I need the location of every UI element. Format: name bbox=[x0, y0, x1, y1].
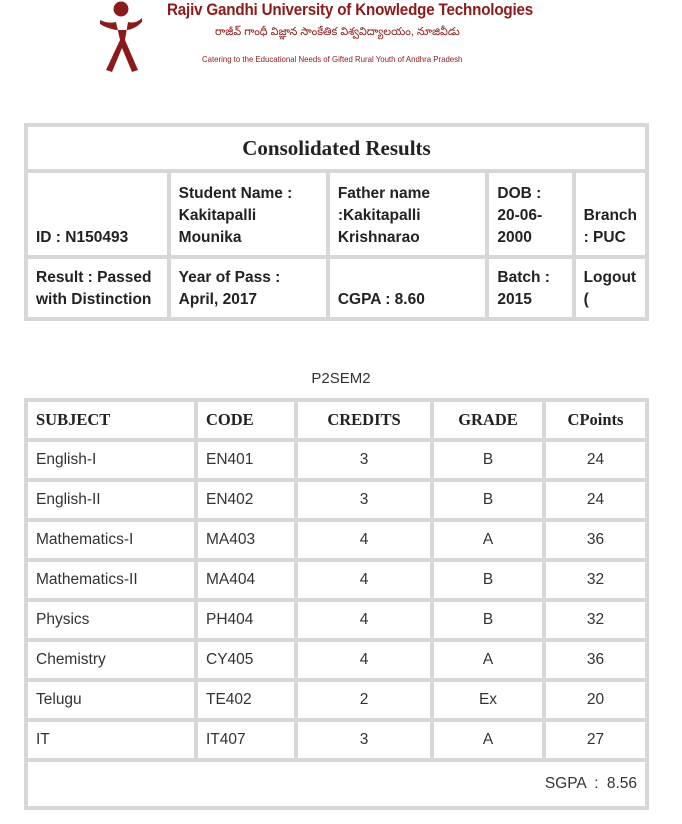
cgpa: CGPA : 8.60 bbox=[328, 257, 488, 319]
result-status: Result : Passed with Distinction bbox=[26, 257, 169, 319]
cpoints-cell: 36 bbox=[544, 520, 647, 560]
code-cell: EN401 bbox=[196, 440, 296, 480]
column-header-code: CODE bbox=[196, 400, 296, 440]
date-of-birth: DOB : 20-06-2000 bbox=[487, 171, 573, 257]
table-row bbox=[26, 600, 647, 640]
table-row bbox=[26, 720, 647, 760]
credits-cell: 4 bbox=[296, 640, 432, 680]
grade-cell: A bbox=[432, 640, 544, 680]
grade-cell: Ex bbox=[432, 680, 544, 720]
logout-link[interactable]: Logout ( bbox=[574, 257, 647, 319]
semester-label: P2SEM2 bbox=[311, 370, 371, 387]
subject-cell: Mathematics-II bbox=[26, 560, 196, 600]
sgpa-label: SGPA bbox=[544, 775, 586, 792]
subject-cell: IT bbox=[26, 720, 196, 760]
grade-cell: B bbox=[432, 560, 544, 600]
table-row bbox=[26, 480, 647, 520]
code-cell: MA403 bbox=[196, 520, 296, 560]
table-row bbox=[26, 680, 647, 720]
column-header-subject: SUBJECT bbox=[26, 400, 196, 440]
sgpa-value: 8.56 bbox=[606, 775, 637, 792]
table-header-row bbox=[26, 400, 647, 440]
subject-cell: English-I bbox=[26, 440, 196, 480]
university-logo-icon bbox=[98, 0, 144, 74]
table-row bbox=[26, 520, 647, 560]
cpoints-cell: 32 bbox=[544, 560, 647, 600]
cpoints-cell: 36 bbox=[544, 640, 647, 680]
code-cell: IT407 bbox=[196, 720, 296, 760]
cpoints-cell: 27 bbox=[544, 720, 647, 760]
branch: Branch : PUC bbox=[574, 171, 647, 257]
credits-cell: 2 bbox=[296, 680, 432, 720]
page-header bbox=[0, 0, 682, 80]
code-cell: MA404 bbox=[196, 560, 296, 600]
credits-cell: 4 bbox=[296, 520, 432, 560]
student-id: ID : N150493 bbox=[26, 171, 169, 257]
code-cell: CY405 bbox=[196, 640, 296, 680]
cpoints-cell: 20 bbox=[544, 680, 647, 720]
cpoints-cell: 24 bbox=[544, 440, 647, 480]
credits-cell: 4 bbox=[296, 560, 432, 600]
grade-cell: A bbox=[432, 720, 544, 760]
batch: Batch : 2015 bbox=[487, 257, 573, 319]
table-row bbox=[26, 440, 647, 480]
university-tagline: Catering to the Educational Needs of Gifted Rural Youth of Andhra Pradesh bbox=[202, 54, 463, 64]
cpoints-cell: 32 bbox=[544, 600, 647, 640]
credits-cell: 3 bbox=[296, 440, 432, 480]
subject-cell: Physics bbox=[26, 600, 196, 640]
grade-cell: A bbox=[432, 520, 544, 560]
code-cell: PH404 bbox=[196, 600, 296, 640]
credits-cell: 4 bbox=[296, 600, 432, 640]
code-cell: EN402 bbox=[196, 480, 296, 520]
student-name: Student Name : Kakitapalli Mounika bbox=[169, 171, 328, 257]
cpoints-cell: 24 bbox=[544, 480, 647, 520]
university-name-telugu: రాజీవ్ గాంధీ విజ్ఞాన సాంకేతిక విశ్వవిద్యాలయం, నూజివీడు bbox=[215, 26, 460, 38]
code-cell: TE402 bbox=[196, 680, 296, 720]
subject-cell: Mathematics-I bbox=[26, 520, 196, 560]
column-header-cpoints: CPoints bbox=[544, 400, 647, 440]
sgpa-separator: : bbox=[594, 775, 599, 792]
grade-cell: B bbox=[432, 480, 544, 520]
grade-cell: B bbox=[432, 440, 544, 480]
table-row bbox=[26, 640, 647, 680]
year-of-pass: Year of Pass : April, 2017 bbox=[169, 257, 328, 319]
sgpa-row bbox=[26, 760, 647, 808]
father-name: Father name :Kakitapalli Krishnarao bbox=[328, 171, 488, 257]
student-info-table bbox=[24, 123, 649, 321]
credits-cell: 3 bbox=[296, 480, 432, 520]
semester-marks-table bbox=[24, 398, 649, 810]
table-row bbox=[26, 560, 647, 600]
university-name: Rajiv Gandhi University of Knowledge Technologies bbox=[167, 1, 534, 19]
subject-cell: Chemistry bbox=[26, 640, 196, 680]
column-header-credits: CREDITS bbox=[296, 400, 432, 440]
subject-cell: English-II bbox=[26, 480, 196, 520]
grade-cell: B bbox=[432, 600, 544, 640]
results-title: Consolidated Results bbox=[26, 125, 647, 171]
column-header-grade: GRADE bbox=[432, 400, 544, 440]
subject-cell: Telugu bbox=[26, 680, 196, 720]
credits-cell: 3 bbox=[296, 720, 432, 760]
sgpa-cell bbox=[26, 760, 647, 808]
